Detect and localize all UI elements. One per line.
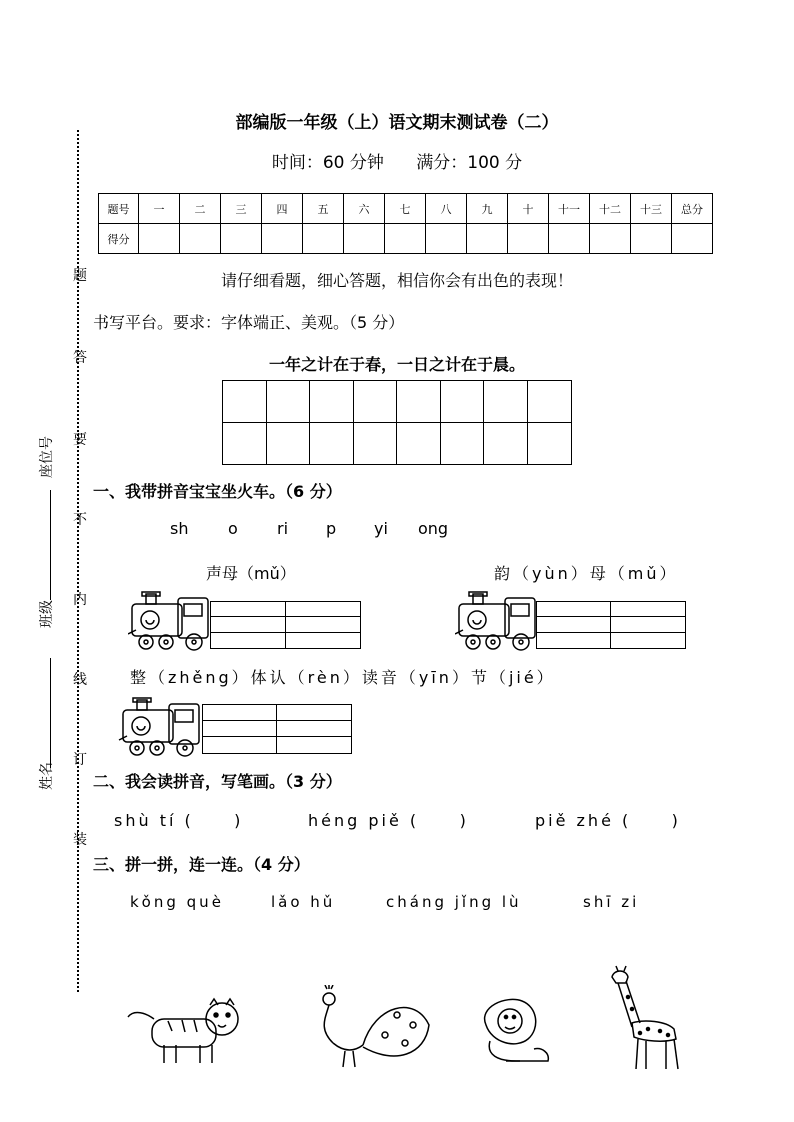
score-col-header: 二 [180,194,221,224]
score-cell[interactable] [221,224,262,254]
pinyin-item: o [228,519,238,538]
score-table-row-label: 题号 [99,194,139,224]
score-col-header: 总分 [672,194,713,224]
pinyin-item: sh [170,519,189,538]
score-col-header: 一 [139,194,180,224]
score-col-header: 四 [262,194,303,224]
seat-number-blank[interactable] [50,490,51,600]
pinyin-word: lǎo hǔ [271,893,336,911]
score-col-header: 十二 [590,194,631,224]
seal-char: 答 [73,350,87,366]
score-cell[interactable] [549,224,590,254]
stroke-item[interactable]: héng piě ( ) [308,811,469,830]
seal-char: 题 [73,268,87,284]
initials-label: 声母（mǔ） [206,564,296,583]
score-cell[interactable] [139,224,180,254]
score-col-header: 七 [385,194,426,224]
score-cell[interactable] [344,224,385,254]
score-col-header: 六 [344,194,385,224]
class-label: 班级 [39,600,55,628]
lion-icon[interactable] [476,995,552,1065]
section3-heading: 三、拼一拼，连一连。（4 分） [93,855,310,874]
score-cell[interactable] [426,224,467,254]
score-cell[interactable] [467,224,508,254]
score-cell[interactable] [590,224,631,254]
train-engine-icon [128,590,212,652]
section2-heading: 二、我会读拼音，写笔画。（3 分） [93,772,342,791]
name-label: 姓名 [39,762,55,790]
score-col-header: 十一 [549,194,590,224]
pinyin-word: cháng jǐng lù [386,893,522,911]
pinyin-item: p [326,519,337,538]
seal-char: 装 [73,832,87,848]
page-title: 部编版一年级（上）语文期末测试卷（二） [235,113,559,133]
whole-syllable-label: 整（zhěng）体认（rèn）读音（yīn）节（jié） [130,668,556,687]
initials-answer-box[interactable] [210,601,361,649]
score-cell[interactable] [262,224,303,254]
score-cell[interactable] [303,224,344,254]
score-col-header: 十 [508,194,549,224]
encouragement-text: 请仔细看题，细心答题，相信你会有出色的表现！ [220,271,573,290]
seat-number-label: 座位号 [39,436,55,478]
score-cell[interactable] [508,224,549,254]
pinyin-word: kǒng què [130,893,224,911]
score-table-row-label: 得分 [99,224,139,254]
score-table-header-row [99,194,713,224]
class-blank[interactable] [50,658,51,768]
writing-instruction: 书写平台。要求：字体端正、美观。（5 分） [93,313,405,332]
seal-char: 要 [73,432,87,448]
score-cell[interactable] [180,224,221,254]
whole-syllable-answer-box[interactable] [202,704,352,754]
seal-char: 内 [73,592,87,608]
stroke-item[interactable]: piě zhé ( ) [535,811,681,830]
score-col-header: 九 [467,194,508,224]
train-engine-icon [118,696,204,758]
score-col-header: 五 [303,194,344,224]
seal-char: 线 [73,672,87,688]
exam-time-score: 时间：60 分钟 满分：100 分 [271,153,523,173]
score-col-header: 十三 [631,194,672,224]
score-cell[interactable] [672,224,713,254]
score-table [98,193,713,254]
train-engine-icon [455,590,539,652]
score-cell[interactable] [631,224,672,254]
score-col-header: 三 [221,194,262,224]
giraffe-icon[interactable] [604,965,686,1073]
seal-char: 不 [73,512,87,528]
pinyin-item: ong [418,519,449,538]
writing-grid[interactable] [222,380,572,465]
score-table-score-row [99,224,713,254]
pinyin-item: yi [374,519,388,538]
binding-dotted-line [77,130,79,992]
finals-label: 韵（yùn）母（mǔ） [494,564,679,583]
finals-answer-box[interactable] [536,601,686,649]
pinyin-word: shī zi [583,893,640,911]
tiger-icon[interactable] [124,995,246,1067]
score-col-header: 八 [426,194,467,224]
score-cell[interactable] [385,224,426,254]
section1-heading: 一、我带拼音宝宝坐火车。（6 分） [93,482,342,501]
seal-char: 订 [73,752,87,768]
writing-sentence: 一年之计在于春，一日之计在于晨。 [268,355,525,374]
stroke-item[interactable]: shù tí ( ) [114,811,244,830]
peacock-icon[interactable] [305,985,435,1071]
pinyin-item: ri [277,519,289,538]
